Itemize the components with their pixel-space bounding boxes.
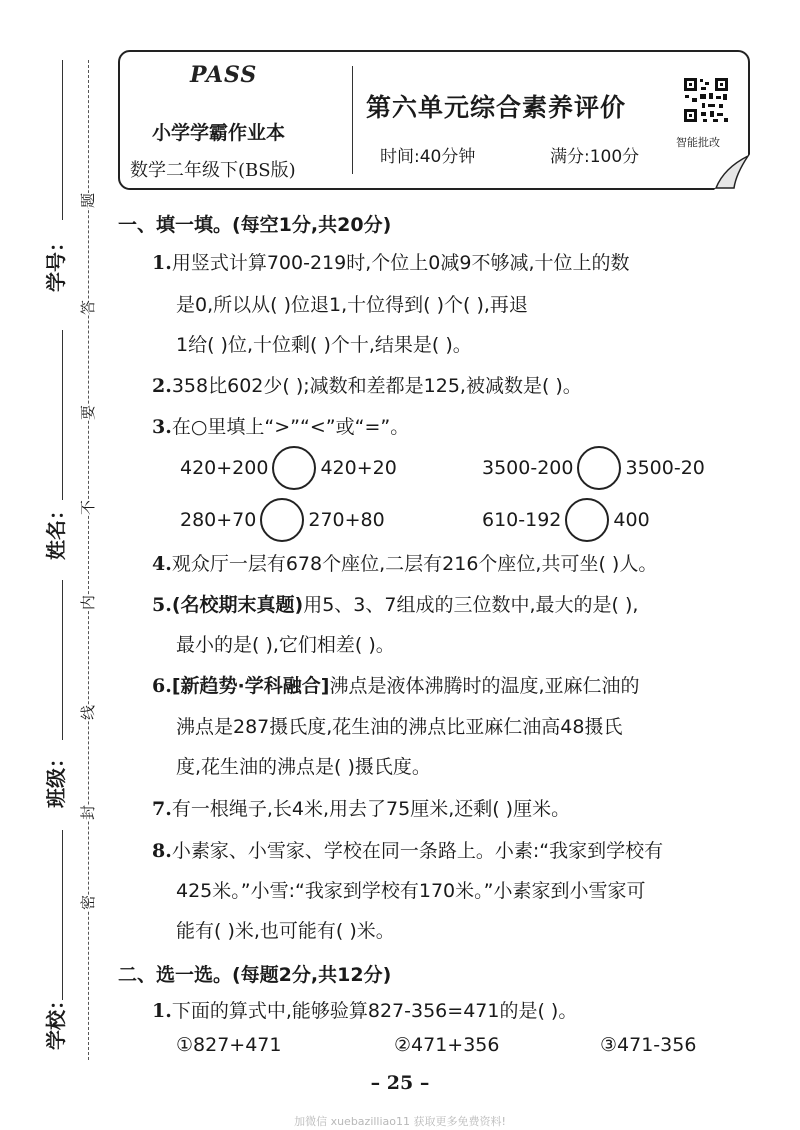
page-number: – 25 – [370, 1072, 430, 1094]
question-5-line-2: 最小的是( ),它们相差( )。 [176, 634, 395, 656]
compare-left: 420+200 [180, 457, 269, 479]
question-8-line-3: 能有( )米,也可能有( )米。 [176, 920, 395, 942]
time-label: 时间:40分钟 [380, 147, 476, 167]
school-label: 学校： [44, 990, 68, 1050]
option-2[interactable]: ②471+356 [394, 1034, 500, 1056]
question-4: 4.观众厅一层有678个座位,二层有216个座位,共可坐( )人。 [152, 553, 658, 575]
name-line [62, 330, 63, 500]
section2-title: 二、选一选。(每题2分,共12分) [118, 964, 392, 986]
question-7: 7.有一根绳子,长4米,用去了75厘米,还剩( )厘米。 [152, 798, 571, 820]
seal-char: 不 [75, 500, 100, 515]
question-2: 2.358比602少( );减数和差都是125,被减数是( )。 [152, 375, 582, 397]
page-curl-icon [714, 154, 750, 190]
class-line [62, 580, 63, 740]
compare-right: 420+20 [320, 457, 397, 479]
student-id-label: 学号： [44, 232, 68, 292]
seal-char: 线 [75, 705, 100, 720]
compare-row [482, 446, 705, 490]
score-label: 满分:100分 [550, 147, 640, 167]
header-box [118, 50, 750, 190]
section2-question-1: 1.下面的算式中,能够验算827-356=471的是( )。 [152, 1000, 578, 1022]
compare-row [482, 498, 650, 542]
question-1-line-3: 1给( )位,十位剩( )个十,结果是( )。 [176, 334, 472, 356]
question-1-line-1: 1.用竖式计算700-219时,个位上0减9不够减,十位上的数 [152, 252, 630, 274]
book-title: 小学学霸作业本 [152, 122, 286, 144]
section1-title: 一、填一填。(每空1分,共20分) [118, 214, 392, 236]
seal-char: 内 [75, 595, 100, 610]
question-3: 3.在○里填上“>”“<”或“=”。 [152, 416, 410, 438]
pass-logo: PASS [190, 62, 258, 88]
unit-title: 第六单元综合素养评价 [366, 93, 627, 122]
compare-left: 610-192 [482, 509, 562, 531]
question-8-line-2: 425米。”小雪:“我家到学校有170米。”小素家到小雪家可 [176, 880, 646, 902]
seal-char: 答 [75, 300, 100, 315]
school-line [62, 830, 63, 1000]
class-label: 班级： [44, 748, 68, 808]
compare-circle-input[interactable] [260, 498, 304, 542]
compare-circle-input[interactable] [272, 446, 316, 490]
student-id-line [62, 60, 63, 220]
seal-char: 要 [75, 405, 100, 420]
seal-char: 密 [75, 895, 100, 910]
seal-char: 封 [75, 805, 100, 820]
compare-circle-input[interactable] [565, 498, 609, 542]
compare-row [180, 498, 385, 542]
question-6-line-3: 度,花生油的沸点是( )摄氏度。 [176, 756, 431, 778]
option-1[interactable]: ①827+471 [176, 1034, 282, 1056]
qr-code-icon[interactable] [682, 76, 730, 124]
question-8-line-1: 8.小素家、小雪家、学校在同一条路上。小素:“我家到学校有 [152, 840, 664, 862]
question-6-line-1: 6.[新趋势·学科融合]沸点是液体沸腾时的温度,亚麻仁油的 [152, 675, 640, 697]
book-subtitle: 数学二年级下(BS版) [130, 160, 296, 181]
binding-strip [0, 0, 110, 1130]
question-1-line-2: 是0,所以从( )位退1,十位得到( )个( ),再退 [176, 294, 528, 316]
option-3[interactable]: ③471-356 [600, 1034, 697, 1056]
compare-right: 270+80 [308, 509, 385, 531]
compare-left: 3500-200 [482, 457, 574, 479]
name-label: 姓名： [44, 500, 68, 560]
seal-char: 题 [75, 193, 100, 208]
question-6-line-2: 沸点是287摄氏度,花生油的沸点比亚麻仁油高48摄氏 [176, 716, 623, 738]
compare-right: 3500-20 [625, 457, 705, 479]
watermark: 加微信 xuebazilliao11 获取更多免费资料! [294, 1115, 506, 1128]
compare-row [180, 446, 397, 490]
compare-left: 280+70 [180, 509, 257, 531]
question-5-line-1: 5.(名校期末真题)用5、3、7组成的三位数中,最大的是( ), [152, 594, 639, 616]
qr-caption: 智能批改 [676, 136, 720, 149]
compare-right: 400 [613, 509, 650, 531]
compare-circle-input[interactable] [577, 446, 621, 490]
header-divider [352, 66, 353, 174]
